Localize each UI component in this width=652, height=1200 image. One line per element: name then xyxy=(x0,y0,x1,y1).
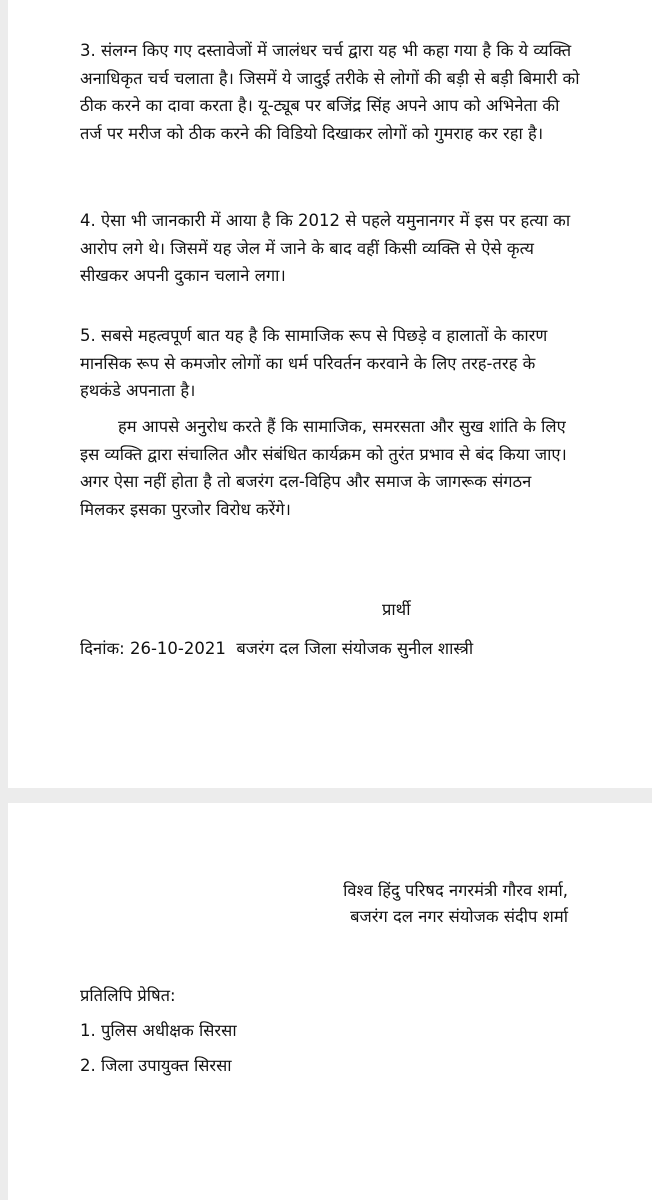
point-text: ऐसा भी जानकारी में आया है कि 2012 से पहले यमुनानगर में इस पर हत्या का आरोप लगे थे। जिसमें यह जेल में जाने के बाद वहीं किसी व्यक्ति से ऐसे कृत्य सीखकर अपनी दुकान चलाने लगा। xyxy=(80,211,571,285)
point-3 xyxy=(80,37,580,147)
copy-item xyxy=(80,1054,232,1078)
date-value: 26-10-2021 xyxy=(129,639,226,658)
signatory-name: बजरंग दल जिला संयोजक सुनील शास्त्री xyxy=(236,639,474,658)
copy-item-text: पुलिस अधीक्षक सिरसा xyxy=(101,1021,237,1040)
applicant-label: प्रार्थी xyxy=(382,600,411,619)
document-page-1 xyxy=(8,0,652,788)
date-signatory-line xyxy=(80,637,473,661)
point-number: 3. xyxy=(80,41,96,60)
copy-item xyxy=(80,1019,237,1043)
point-4 xyxy=(80,207,580,290)
signatory-line: बजरंग दल नगर संयोजक संदीप शर्मा xyxy=(350,907,568,926)
point-5 xyxy=(80,322,580,405)
point-text: सबसे महत्वपूर्ण बात यह है कि सामाजिक रूप से पिछड़े व हालातों के कारण मानसिक रूप से कमजोर लोगों का धर्म परिवर्तन करवाने के लिए तरह-तरह के हथकंडे अपनाता है। xyxy=(80,326,548,400)
copy-item-text: जिला उपायुक्त सिरसा xyxy=(101,1056,232,1075)
copy-item-number: 1. xyxy=(80,1021,96,1040)
signatory-line: विश्व हिंदु परिषद नगरमंत्री गौरव शर्मा, xyxy=(343,881,568,900)
copy-heading: प्रतिलिपि प्रेषित: xyxy=(80,986,176,1005)
signatories-block xyxy=(268,878,568,930)
document-page-2 xyxy=(8,803,652,1200)
point-text: संलग्न किए गए दस्तावेजों में जालंधर चर्च द्वारा यह भी कहा गया है कि ये व्यक्ति अनाधिकृत चर्च चलाता है। जिसमें ये जादुई तरीके से लोगों की बड़ी से बड़ी बिमारी को ठीक करने का दावा करता है। यू-ट्यूब पर बजिंद्र सिंह अपने आप को अभिनेता की तर्ज पर मरीज को ठीक करने की विडियो दिखाकर लोगों को गुमराह कर रहा है। xyxy=(80,41,580,143)
point-number: 5. xyxy=(80,326,96,345)
date-label: दिनांक: xyxy=(80,639,125,658)
point-number: 4. xyxy=(80,211,96,230)
copy-item-number: 2. xyxy=(80,1056,96,1075)
request-paragraph: हम आपसे अनुरोध करते हैं कि सामाजिक, समरसता और सुख शांति के लिए इस व्यक्ति द्वारा संचालित और संबंधित कार्यक्रम को तुरंत प्रभाव से बंद किया जाए। अगर ऐसा नहीं होता है तो बजरंग दल-विहिप और समाज के जागरूक संगठन मिलकर इसका पुरजोर विरोध करेंगे। xyxy=(80,417,567,519)
